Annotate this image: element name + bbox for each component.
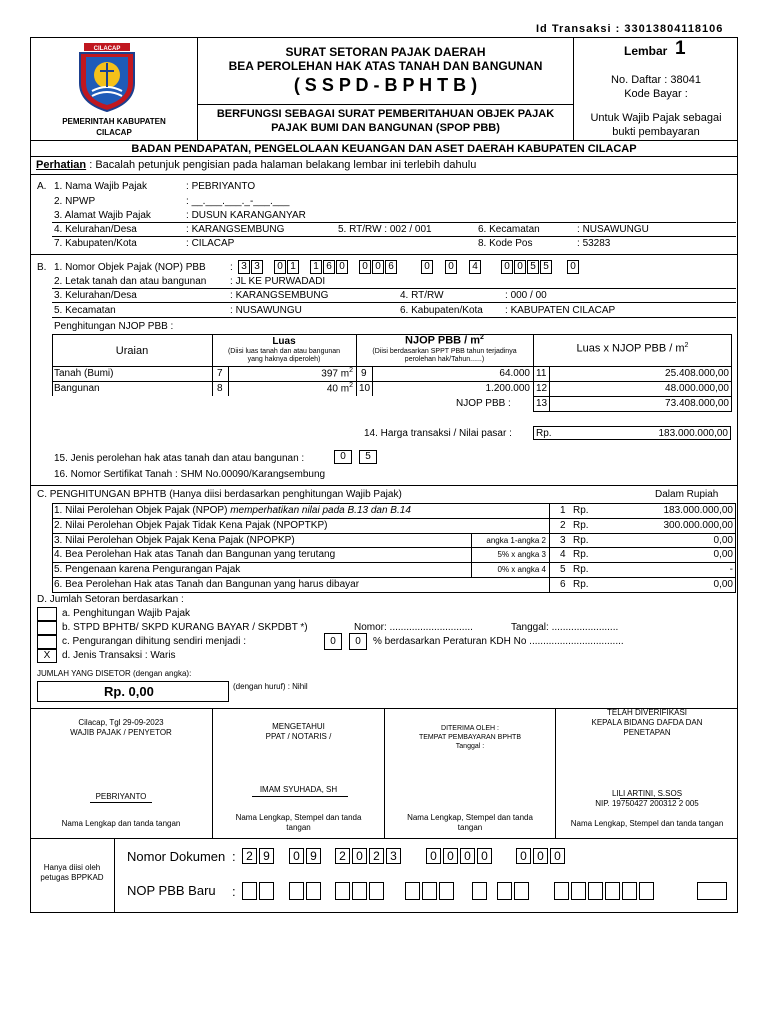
a-rtrw: 5. RT/RW : 002 / 001 xyxy=(338,224,432,235)
sig3-foot: Nama Lengkap, Stempel dan tanda tangan xyxy=(407,813,533,832)
sig4-nip: NIP. 19750427 200312 2 005 xyxy=(595,799,699,808)
opt-b: b. STPD BPHTB/ SKPD KURANG BAYAR / SKPDBT *) xyxy=(62,622,308,633)
nop-baru-box[interactable] xyxy=(289,882,304,900)
sig1-name: PEBRIYANTO xyxy=(95,792,147,801)
c4-num: 4 xyxy=(560,549,566,560)
c5-rp: Rp. xyxy=(573,564,589,575)
dok-digit: 0 xyxy=(289,848,304,864)
row-tanah-luas: 397 m xyxy=(321,368,350,380)
logo-label: CILACAP xyxy=(93,46,121,52)
tanggal: Tanggal: ........................ xyxy=(511,622,619,633)
row-tanah-total: 25.408.000,00 xyxy=(665,368,729,379)
title-1: SURAT SETORAN PAJAK DAERAH xyxy=(285,45,486,59)
sig2-foot: Nama Lengkap, Stempel dan tanda tangan xyxy=(235,813,362,832)
b-kecamatan: NUSAWUNGU xyxy=(235,305,302,316)
subtitle-1: BERFUNGSI SEBAGAI SURAT PEMBERITAHUAN OBJEK PAJAK xyxy=(216,108,555,120)
persen-note: % berdasarkan Peraturan KDH No .................................. xyxy=(373,636,624,647)
c6-value: 0,00 xyxy=(713,579,733,590)
jenis-digit: 5 xyxy=(359,450,377,464)
untuk-wajib-pajak: Untuk Wajib Pajak sebagai bukti pembayaran xyxy=(590,112,722,138)
a-label-1: 1. Nama Wajib Pajak xyxy=(54,181,147,192)
section-b-letter: B. xyxy=(37,262,47,273)
a-label-6: 6. Kecamatan xyxy=(478,224,540,235)
a-kecamatan: NUSAWUNGU xyxy=(582,224,649,235)
no-daftar: No. Daftar : 38041 xyxy=(611,74,701,86)
dok-digit: 0 xyxy=(460,848,475,864)
dok-digit: 0 xyxy=(533,848,548,864)
b-kelurahan: KARANGSEMBUNG xyxy=(235,290,329,301)
col-uraian: Uraian xyxy=(115,345,149,357)
nop-baru-box[interactable] xyxy=(588,882,603,900)
sig1-role: WAJIB PAJAK / PENYETOR xyxy=(70,728,172,737)
c5-value: - xyxy=(729,564,733,575)
nop-digit: 1 xyxy=(287,260,299,274)
nop-baru-box[interactable] xyxy=(369,882,384,900)
cilacap-logo xyxy=(72,41,142,113)
c2-value: 300.000.000,00 xyxy=(663,520,733,531)
njop-total-label: NJOP PBB : xyxy=(456,398,511,409)
row-bangunan-total: 48.000.000,00 xyxy=(665,383,729,394)
c3-rp: Rp. xyxy=(573,535,589,546)
col-njop: NJOP PBB / m xyxy=(405,334,481,347)
subtitle-2: PAJAK BUMI DAN BANGUNAN (SPOP PBB) xyxy=(271,122,500,134)
harga-value: 183.000.000,00 xyxy=(658,428,728,439)
nop-digit: 0 xyxy=(336,260,348,274)
sertifikat: 16. Nomor Sertifikat Tanah : SHM No.00090/Karangsembung xyxy=(54,469,326,480)
nop-digit: 0 xyxy=(501,260,513,274)
c2-num: 2 xyxy=(560,520,566,531)
lembar-label: Lembar xyxy=(624,44,668,58)
c3-label: 3. Nilai Perolehan Objek Pajak Kena Pajak (NPOPKP) xyxy=(54,535,295,546)
c1-note: memperhatikan nilai pada B.13 dan B.14 xyxy=(230,505,411,516)
c3-value: 0,00 xyxy=(713,535,733,546)
njop-total-num: 13 xyxy=(536,398,548,409)
nop-baru-box[interactable] xyxy=(497,882,512,900)
dok-digit: 0 xyxy=(426,848,441,864)
jenis-label: 15. Jenis perolehan hak atas tanah dan atau bangunan : xyxy=(54,453,305,464)
nop-digit: 3 xyxy=(251,260,263,274)
b-label-3: 3. Kelurahan/Desa xyxy=(54,290,137,301)
nop-baru-box[interactable] xyxy=(514,882,529,900)
nop-digit: 3 xyxy=(238,260,250,274)
dok-digit: 2 xyxy=(335,848,350,864)
dok-digit: 0 xyxy=(443,848,458,864)
row-tanah-n1: 7 xyxy=(217,368,223,379)
nop-digit: 6 xyxy=(323,260,335,274)
c1-value: 183.000.000,00 xyxy=(663,505,733,516)
dok-digit: 9 xyxy=(306,848,321,864)
a-kode-pos: 53283 xyxy=(582,238,611,249)
dok-digit: 2 xyxy=(242,848,257,864)
dok-digit: 0 xyxy=(352,848,367,864)
a-label-3: 3. Alamat Wajib Pajak xyxy=(54,210,151,221)
c3-num: 3 xyxy=(560,535,566,546)
row-bangunan-njop: 1.200.000 xyxy=(485,383,530,394)
nop-digit: 5 xyxy=(540,260,552,274)
dok-digit: 0 xyxy=(516,848,531,864)
c1-label: 1. Nilai Perolehan Objek Pajak (NPOP) xyxy=(54,505,228,516)
nop-digit: 6 xyxy=(385,260,397,274)
c1-num: 1 xyxy=(560,505,566,516)
nop-baru-box[interactable] xyxy=(335,882,350,900)
a-nama: PEBRIYANTO xyxy=(191,181,256,192)
sig1-foot: Nama Lengkap dan tanda tangan xyxy=(61,819,181,828)
sig1-place: Cilacap, Tgl 29-09-2023 xyxy=(78,718,164,727)
nop-digit: 1 xyxy=(310,260,322,274)
checkbox-d[interactable]: X xyxy=(37,649,57,663)
nop-baru-box[interactable] xyxy=(571,882,586,900)
nop-digit: 0 xyxy=(274,260,286,274)
c3-formula: angka 1-angka 2 xyxy=(486,536,546,545)
c4-label: 4. Bea Perolehan Hak atas Tanah dan Bangunan yang terutang xyxy=(54,549,336,560)
sig4-foot: Nama Lengkap, Stempel dan tanda tangan xyxy=(570,819,724,828)
row-bangunan-luas: 40 m xyxy=(326,383,350,395)
c5-num: 5 xyxy=(560,564,566,575)
col-njop-note: (Diisi berdasarkan SPPT PBB tahun terjadinya perolehan hak/Tahun......) xyxy=(372,348,517,363)
b-kabupaten: KABUPATEN CILACAP xyxy=(510,305,616,316)
a-label-7: 7. Kabupaten/Kota xyxy=(54,238,137,249)
dok-label: Nomor Dokumen xyxy=(127,849,226,864)
nop-baru-box[interactable] xyxy=(472,882,487,900)
opt-a: a. Penghitungan Wajib Pajak xyxy=(62,608,191,619)
jumlah-value: Rp. 0,00 xyxy=(104,684,154,699)
jumlah-label: JUMLAH YANG DISETOR (dengan angka): xyxy=(37,669,192,678)
section-a-letter: A. xyxy=(37,181,47,192)
checkbox-b[interactable] xyxy=(37,621,57,635)
dok-digit: 2 xyxy=(369,848,384,864)
section-c-unit: Dalam Rupiah xyxy=(655,489,719,500)
nop-baru-box[interactable] xyxy=(605,882,620,900)
harga-rp: Rp. xyxy=(536,428,552,439)
agency-name: BADAN PENDAPATAN, PENGELOLAAN KEUANGAN DAN ASET DAERAH KABUPATEN CILACAP xyxy=(131,143,637,155)
row-tanah-n3: 11 xyxy=(536,368,547,379)
dok-digit: 0 xyxy=(477,848,492,864)
sig2-role: MENGETAHUI PPAT / NOTARIS / xyxy=(265,722,332,741)
c6-rp: Rp. xyxy=(573,579,589,590)
nop-baru-box[interactable] xyxy=(352,882,367,900)
opt-d: d. Jenis Transaksi : Waris xyxy=(62,650,176,661)
nomor: Nomor: .............................. xyxy=(354,622,473,633)
nop-baru-box[interactable] xyxy=(306,882,321,900)
b-label-5: 5. Kecamatan xyxy=(54,305,116,316)
footer-note: Hanya diisi oleh petugas BPPKAD xyxy=(40,863,104,882)
sig4-name: LILI ARTINI, S.SOS xyxy=(611,789,683,798)
title-3: ( S S P D - B P H T B ) xyxy=(293,75,478,95)
row-bangunan-n1: 8 xyxy=(217,383,223,394)
col-total: Luas x NJOP PBB / m xyxy=(576,342,685,355)
lembar-number: 1 xyxy=(675,38,686,59)
row-bangunan-n2: 10 xyxy=(359,383,371,394)
terbilang: (dengan huruf) : Nihil xyxy=(233,682,308,691)
nop-baru-label: NOP PBB Baru xyxy=(127,883,216,898)
c6-label: 6. Bea Perolehan Hak atas Tanah dan Bangunan yang harus dibayar xyxy=(54,579,360,590)
dok-digit: 0 xyxy=(550,848,565,864)
a-alamat: DUSUN KARANGANYAR xyxy=(191,210,306,221)
row-tanah-name: Tanah (Bumi) xyxy=(54,368,114,379)
b-label-4: 4. RT/RW xyxy=(400,290,444,301)
nop-baru-box[interactable] xyxy=(242,882,257,900)
njop-heading: Penghitungan NJOP PBB : xyxy=(54,321,174,332)
sig2-name: IMAM SYUHADA, SH xyxy=(259,785,338,794)
nop-digit: 4 xyxy=(469,260,481,274)
row-tanah-n2: 9 xyxy=(361,368,367,379)
nop-baru-box[interactable] xyxy=(405,882,420,900)
col-luas: Luas xyxy=(272,336,296,347)
nop-baru-box[interactable] xyxy=(697,882,727,900)
c4-formula: 5% x angka 3 xyxy=(497,550,546,559)
sig3-role: DITERIMA OLEH : TEMPAT PEMBAYARAN BPHTB Tanggal : xyxy=(418,725,522,750)
row-tanah-njop: 64.000 xyxy=(499,368,530,379)
row-bangunan-name: Bangunan xyxy=(54,383,100,394)
b-label-1: 1. Nomor Objek Pajak (NOP) PBB xyxy=(54,262,206,273)
nop-baru-box[interactable] xyxy=(422,882,437,900)
sig4-role: TELAH DIVERIFIKASI KEPALA BIDANG DAFDA DAN PENETAPAN xyxy=(591,708,703,737)
a-label-8: 8. Kode Pos xyxy=(478,238,533,249)
nop-baru-box[interactable] xyxy=(639,882,654,900)
harga-label: 14. Harga transaksi / Nilai pasar : xyxy=(364,428,512,439)
section-d-title: D. Jumlah Setoran berdasarkan : xyxy=(37,594,184,605)
c6-num: 6 xyxy=(560,579,566,590)
a-kabupaten: CILACAP xyxy=(191,238,235,249)
b-label-2: 2. Letak tanah dan atau bangunan xyxy=(54,276,207,287)
opt-c: c. Pengurangan dihitung sendiri menjadi : xyxy=(62,636,247,647)
nop-digit: 0 xyxy=(445,260,457,274)
col-luas-note: (Diisi luas tanah dan atau bangunan yang haknya diperoleh) xyxy=(227,348,341,363)
perhatian-text: : Bacalah petunjuk pengisian pada halaman belakang lembar ini terlebih dahulu xyxy=(89,159,477,171)
c5-formula: 0% x angka 4 xyxy=(497,565,546,574)
perhatian-label: Perhatian xyxy=(36,159,87,171)
nop-digit: 0 xyxy=(372,260,384,274)
nop-baru-box[interactable] xyxy=(259,882,274,900)
jenis-digit: 0 xyxy=(334,450,352,464)
a-label-2: 2. NPWP xyxy=(54,196,96,207)
b-letak: JL KE PURWADADI xyxy=(235,276,326,287)
nop-baru-box[interactable] xyxy=(554,882,569,900)
nop-digit: 0 xyxy=(421,260,433,274)
checkbox-c[interactable] xyxy=(37,635,57,649)
c1-rp: Rp. xyxy=(573,505,589,516)
nop-baru-box[interactable] xyxy=(622,882,637,900)
c2-rp: Rp. xyxy=(573,520,589,531)
dok-digit: 9 xyxy=(259,848,274,864)
dok-digit: 3 xyxy=(386,848,401,864)
c-digit: 0 xyxy=(324,633,342,650)
a-label-4: 4. Kelurahan/Desa xyxy=(54,224,137,235)
c5-label: 5. Pengenaan karena Pengurangan Pajak xyxy=(54,564,241,575)
nop-digit: 5 xyxy=(527,260,539,274)
b-rtrw: 000 / 00 xyxy=(510,290,547,301)
c-digit: 0 xyxy=(349,633,367,650)
nop-digit: 0 xyxy=(567,260,579,274)
c4-rp: Rp. xyxy=(573,549,589,560)
a-npwp: __.___.___._-___.___ xyxy=(191,196,290,207)
title-2: BEA PEROLEHAN HAK ATAS TANAH DAN BANGUNAN xyxy=(228,59,543,73)
nop-digit: 0 xyxy=(514,260,526,274)
nop-digit: 0 xyxy=(359,260,371,274)
c2-label: 2. Nilai Perolehan Objek Pajak Tidak Kena Pajak (NPOPTKP) xyxy=(54,520,328,531)
a-kelurahan: KARANGSEMBUNG xyxy=(191,224,285,235)
section-c-title: C. PENGHITUNGAN BPHTB (Hanya diisi berdasarkan penghitungan Wajib Pajak) xyxy=(37,489,402,500)
nop-baru-box[interactable] xyxy=(439,882,454,900)
b-label-6: 6. Kabupaten/Kota xyxy=(400,305,483,316)
checkbox-a[interactable] xyxy=(37,607,57,621)
kode-bayar: Kode Bayar : xyxy=(624,88,688,100)
c4-value: 0,00 xyxy=(713,549,733,560)
row-bangunan-n3: 12 xyxy=(536,383,548,394)
njop-total: 73.408.000,00 xyxy=(665,398,729,409)
transaction-id: Id Transaksi : 33013804118106 xyxy=(536,23,724,35)
left-org: PEMERINTAH KABUPATEN CILACAP xyxy=(62,117,166,137)
